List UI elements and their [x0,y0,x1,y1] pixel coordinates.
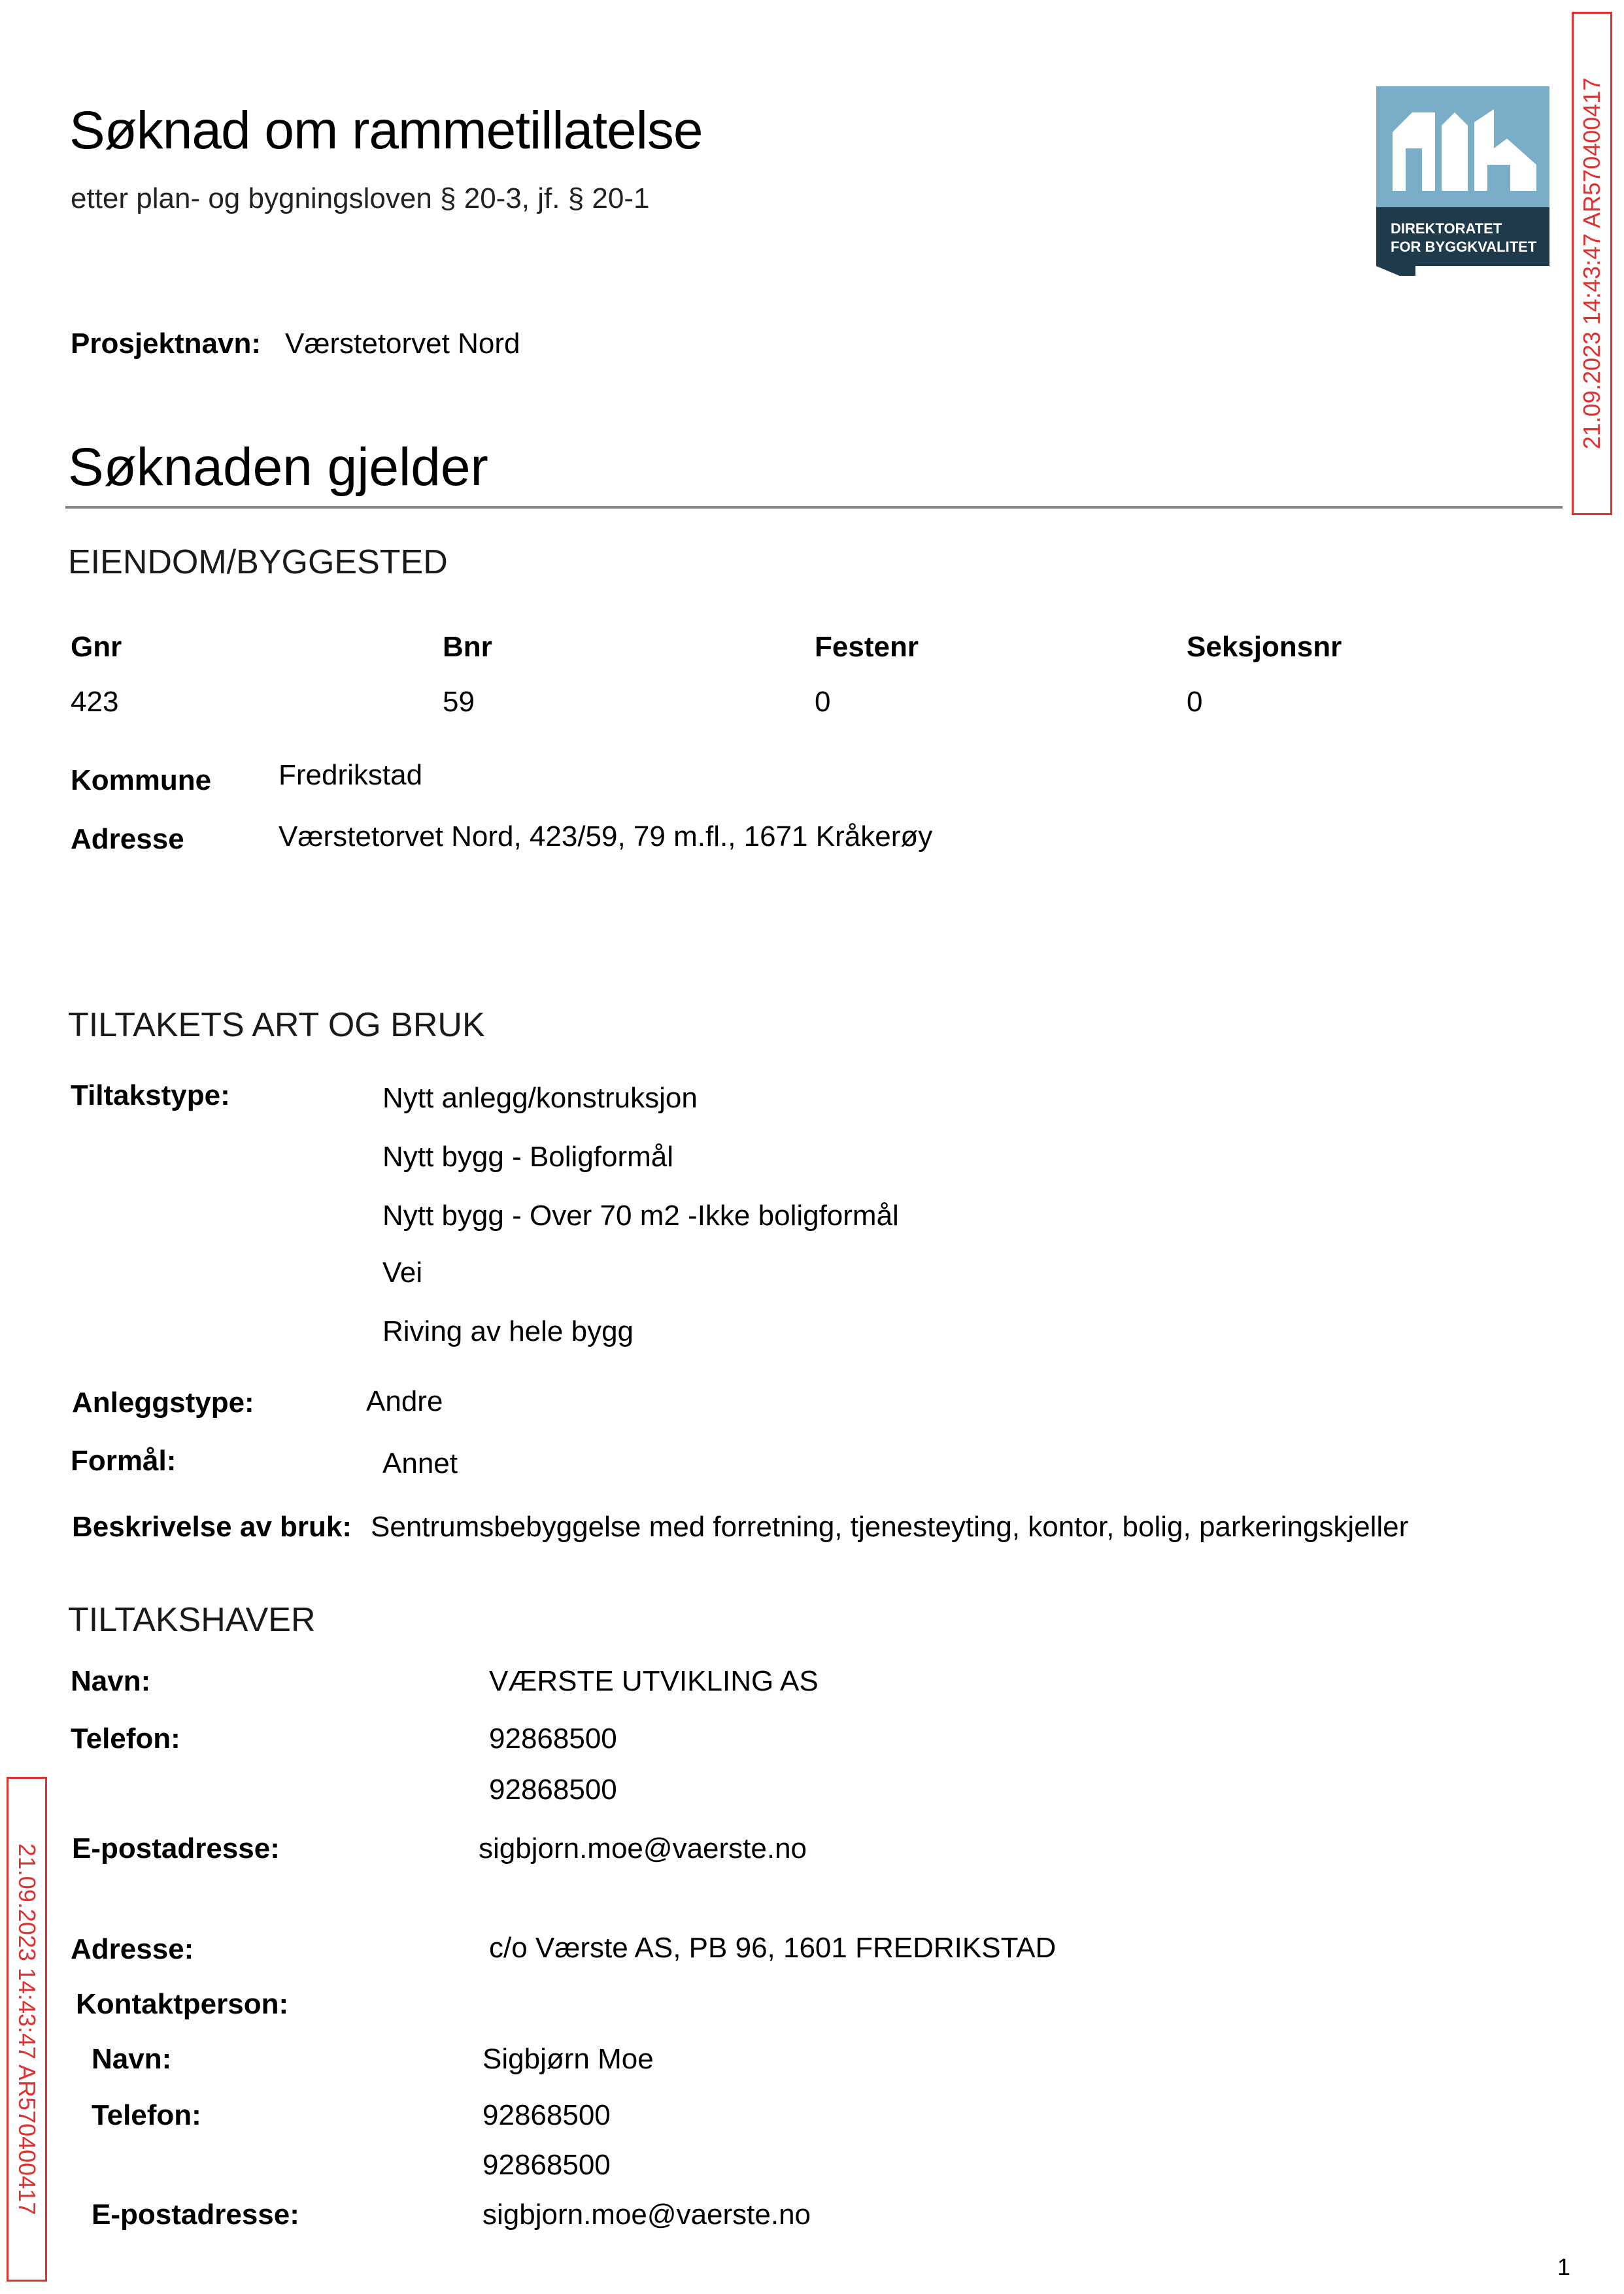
beskrivelse-label: Beskrivelse av bruk: [72,1511,352,1543]
tiltakstype-item: Nytt bygg - Boligformål [382,1141,674,1173]
adresse-value: Værstetorvet Nord, 423/59, 79 m.fl., 1671 Kråkerøy [279,820,933,852]
beskrivelse-value: Sentrumsbebyggelse med forretning, tjenesteyting, kontor, bolig, parkeringskjeller [371,1511,1409,1543]
section-divider [65,506,1563,509]
gnr-value: 423 [71,686,119,718]
tiltakshaver-adresse-value: c/o Værste AS, PB 96, 1601 FREDRIKSTAD [489,1932,1057,1964]
tiltakshaver-telefon-label: Telefon: [71,1723,180,1755]
anleggstype-value: Andre [366,1385,443,1417]
tiltakstype-item: Nytt bygg - Over 70 m2 -Ikke boligformål [382,1200,899,1232]
festenr-label: Festenr [815,631,919,663]
kontakt-epost-value: sigbjorn.moe@vaerste.no [482,2199,811,2231]
tiltak-heading: TILTAKETS ART OG BRUK [68,1006,485,1044]
section-heading: Søknaden gjelder [68,437,488,497]
bnr-label: Bnr [443,631,492,663]
tiltakshaver-adresse-label: Adresse: [71,1933,194,1965]
seksjonsnr-value: 0 [1187,686,1203,718]
tiltakshaver-navn-label: Navn: [71,1665,151,1697]
kontaktperson-label: Kontaktperson: [76,1988,289,2020]
kontakt-telefon-value: 92868500 [482,2099,611,2131]
stamp-text: 21.09.2023 14:43:47 AR570400417 [1578,77,1605,450]
anleggstype-label: Anleggstype: [72,1387,254,1419]
tiltakshaver-heading: TILTAKSHAVER [68,1601,316,1639]
tiltakshaver-telefon-value: 92868500 [489,1723,617,1755]
kommune-label: Kommune [71,764,212,796]
kontakt-telefon-value: 92868500 [482,2149,611,2181]
formal-label: Formål: [71,1445,177,1477]
project-name-value: Værstetorvet Nord [285,328,520,360]
property-heading: EIENDOM/BYGGESTED [68,543,448,581]
tiltakshaver-epost-label: E-postadresse: [72,1832,280,1864]
kontakt-telefon-label: Telefon: [92,2099,201,2131]
tiltakstype-item: Riving av hele bygg [382,1315,634,1347]
tiltakstype-item: Vei [382,1257,423,1289]
formal-value: Annet [382,1447,458,1479]
project-name-label: Prosjektnavn: [71,328,261,360]
bnr-value: 59 [443,686,475,718]
document-subtitle: etter plan- og bygningsloven § 20-3, jf. § 20-1 [71,182,650,214]
kontakt-epost-label: E-postadresse: [92,2199,299,2231]
adresse-label: Adresse [71,823,184,855]
tiltakshaver-navn-value: VÆRSTE UTVIKLING AS [489,1665,819,1697]
tiltakstype-item: Nytt anlegg/konstruksjon [382,1082,698,1114]
gnr-label: Gnr [71,631,122,663]
tiltakstype-label: Tiltakstype: [71,1079,230,1111]
seksjonsnr-label: Seksjonsnr [1187,631,1342,663]
date-stamp-bottom [7,1777,47,2282]
tiltakshaver-telefon-value: 92868500 [489,1774,617,1806]
stamp-text: 21.09.2023 14:43:47 AR570400417 [14,1843,41,2216]
festenr-value: 0 [815,686,831,718]
logo-text-line1: DIREKTORATET [1391,220,1502,237]
date-stamp-top [1572,12,1612,515]
kontakt-navn-value: Sigbjørn Moe [482,2043,654,2075]
kommune-value: Fredrikstad [279,759,423,791]
document-title: Søknad om rammetillatelse [69,101,703,160]
page-number: 1 [1557,2253,1571,2280]
tiltakshaver-epost-value: sigbjorn.moe@vaerste.no [479,1832,807,1864]
dibk-logo-icon [1376,86,1549,276]
kontakt-navn-label: Navn: [92,2043,172,2075]
logo-text-line2: FOR BYGGKVALITET [1391,239,1537,255]
